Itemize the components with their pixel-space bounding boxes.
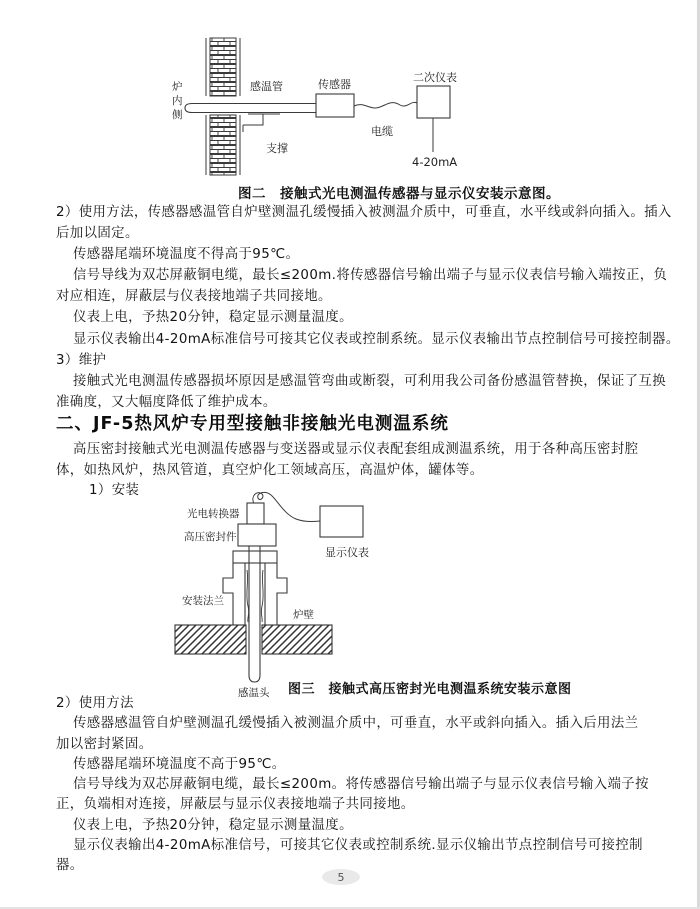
photoelectric-converter-box-graphic (247, 503, 264, 524)
usage-maintenance-section (56, 202, 680, 413)
furnace-wall-right-graphic (262, 625, 332, 654)
text-line: 后加以固定。 (56, 226, 139, 242)
text-line: 传感器感温管自炉壁测温孔缓慢插入被测温介质中，可垂直，水平或斜向插入。插入后用法兰 (73, 716, 639, 732)
label-sensing-tube: 感温管 (250, 80, 283, 93)
secondary-instrument-box-graphic (417, 86, 450, 118)
page-number: 5 (337, 870, 345, 884)
text-line: 信号导线为双芯屏蔽铜电缆，最长≤200m。将传感器信号输出端子与显示仪表信号输入端子按 (73, 777, 649, 793)
probe-tube-graphic (249, 546, 260, 682)
sensing-tube-graphic (185, 104, 316, 113)
svg-text:侧: 侧 (172, 109, 183, 121)
text-line: 高压密封接触式光电测温传感器与变送器或显示仪表配套组成测温系统，用于各种高压密封腔 (73, 442, 639, 457)
text-line: 传感器尾端环境温度不高于95℃。 (73, 756, 286, 772)
label-furnace-inner-side (172, 80, 183, 121)
svg-text:内: 内 (172, 95, 183, 107)
label-sensor: 传感器 (318, 78, 351, 91)
page-number-badge (322, 869, 360, 885)
label-furnace-wall: 炉壁 (293, 609, 314, 621)
support-bracket-graphic (243, 114, 280, 132)
label-output-signal: 4-20mA (412, 155, 458, 169)
text-line: 对应相连，屏蔽层与仪表接地端子共同接地。 (56, 289, 332, 305)
flange-right-leg-graphic (265, 563, 287, 625)
figure2-contact-sensor-diagram (160, 28, 555, 180)
label-mounting-flange: 安装法兰 (182, 595, 224, 607)
figure3-high-pressure-seal-diagram (170, 490, 400, 702)
text-line: 显示仪表输出4-20mA标准信号可接其它仪表或控制系统。显示仪表输出节点控制信号可接控制器。 (73, 331, 680, 347)
furnace-wall-graphic (206, 38, 240, 175)
text-line: 1）安装 (89, 483, 140, 499)
text-line: 接触式光电测温传感器损坏原因是感温管弯曲或断裂，可利用我公司备份感温管替换，保证了互换 (73, 373, 666, 389)
furnace-wall-left-graphic (175, 625, 246, 654)
usage-section-2 (56, 694, 650, 877)
label-photoelectric-converter: 光电转换器 (187, 508, 240, 520)
text-line: 显示仪表输出4-20mA标准信号，可接其它仪表或控制系统.显示仪输出节点控制信号可接控制 (73, 838, 643, 854)
label-cable: 电缆 (371, 125, 393, 138)
text-line: 仪表上电，予热20分钟，稳定显示测量温度。 (73, 310, 353, 326)
flange-left-leg-graphic (223, 563, 245, 625)
sensor-box-graphic (316, 94, 354, 117)
text-line: 仪表上电，予热20分钟，稳定显示测量温度。 (73, 817, 353, 833)
section2-heading: 二、JF-5热风炉专用型接触非接触光电测温系统 (56, 414, 449, 434)
text-line: 器。 (56, 858, 84, 874)
label-support: 支撑 (266, 142, 288, 155)
text-line: 2）使用方法 (56, 696, 134, 711)
text-line: 体，如热风炉，热风管道，真空炉化工领域高压，高温炉体，罐体等。 (56, 462, 484, 478)
text-line: 3）维护 (56, 352, 107, 368)
label-sensing-head: 感温头 (238, 687, 270, 699)
label-secondary-instrument: 二次仪表 (413, 71, 457, 84)
high-pressure-seal-box-graphic (238, 524, 276, 546)
text-line: 信号导线为双芯屏蔽铜电缆，最长≤200m.将传感器信号输出端子与显示仪表信号输入端按正，负 (73, 268, 668, 284)
label-display-instrument: 显示仪表 (325, 546, 369, 559)
text-line: 2）使用方法，传感器感温管自炉壁测温孔缓慢插入被测温介质中，可垂直，水平线或斜向插入。插入 (56, 205, 672, 220)
display-instrument-box-graphic (320, 506, 363, 537)
svg-text:炉: 炉 (172, 81, 183, 93)
text-line: 准确度，又大幅度降低了维护成本。 (56, 394, 277, 410)
text-line: 传感器尾端环境温度不得高于95℃。 (73, 247, 300, 263)
figure2-caption: 图二 接触式光电测温传感器与显示仪安装示意图。 (238, 186, 560, 202)
cable-graphic (354, 102, 417, 108)
text-line: 加以密封紧固。 (56, 736, 153, 752)
text-line: 正，负端相对连接，屏蔽层与显示仪表接地端子共同接地。 (56, 797, 415, 813)
flange-plate-graphic (233, 551, 277, 563)
label-high-pressure-seal: 高压密封件 (184, 531, 237, 543)
figure3-caption: 图三 接触式高压密封光电测温系统安装示意图 (288, 682, 572, 697)
